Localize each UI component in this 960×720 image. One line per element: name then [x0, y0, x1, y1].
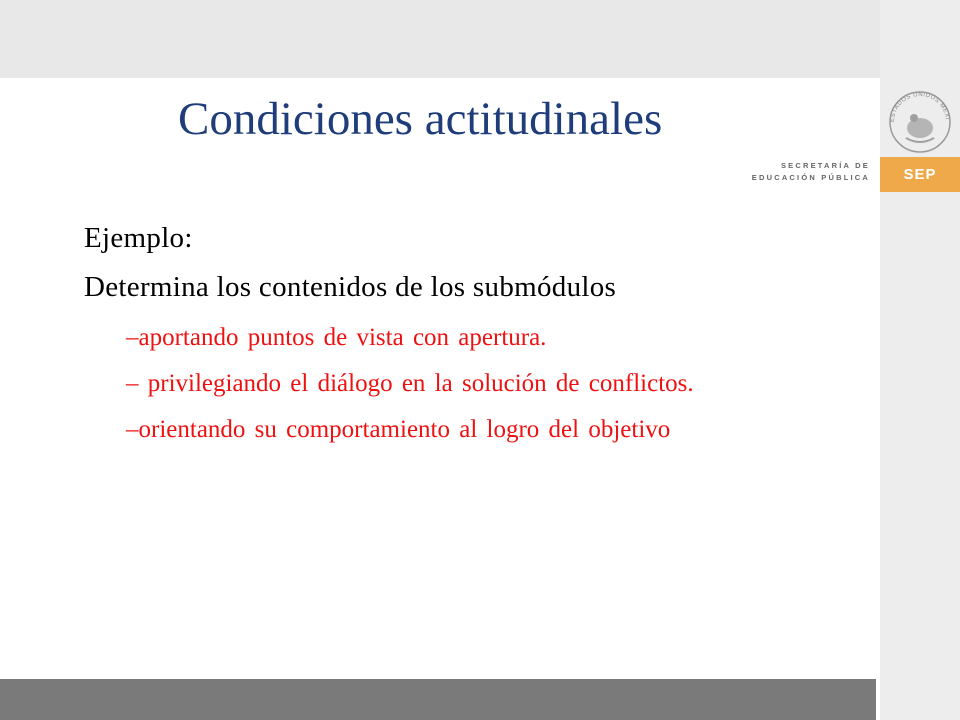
mexico-seal-logo [880, 82, 960, 158]
bullet-item: –orientando su comportamiento al logro del objetivo [126, 416, 671, 443]
bullet-item: –aportando puntos de vista con apertura. [126, 324, 547, 351]
agency-line-1: SECRETARÍA DE [780, 161, 870, 170]
top-band [0, 0, 880, 78]
sep-logo-label: SEP [903, 166, 937, 183]
slide-content [84, 222, 844, 458]
agency-name [752, 160, 870, 184]
bottom-band [0, 679, 876, 720]
bullet-item: – privilegiando el diálogo en la solución de conflictos. [126, 370, 694, 397]
intro-text: Ejemplo: [84, 222, 193, 254]
slide-title: Condiciones actitudinales [178, 93, 663, 145]
sep-logo [880, 157, 960, 192]
agency-line-2: EDUCACIÓN PÚBLICA [751, 173, 870, 182]
main-line: Determina los contenidos de los submódulos [84, 271, 617, 303]
seal-text: ESTADOS UNIDOS MEXI [889, 91, 950, 123]
